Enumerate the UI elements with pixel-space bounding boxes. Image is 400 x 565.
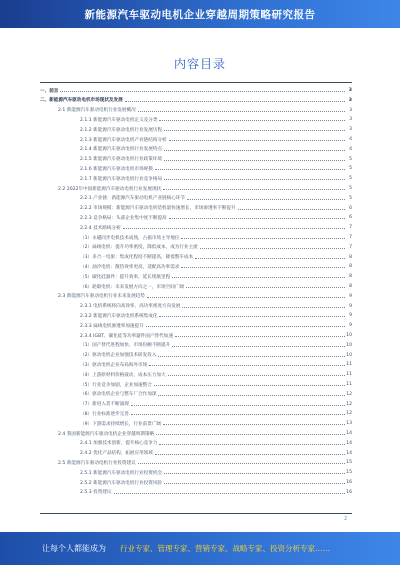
toc-entry[interactable]	[40, 213, 352, 222]
toc-entry-label: 2.4.2 优化产品结构，拓展应用领域	[80, 451, 153, 457]
toc-leader-dots	[158, 395, 345, 396]
toc-leader-dots	[169, 218, 345, 219]
toc-entry-label: 2.2.3 竞争格局：头部企业集中度不断提高	[80, 215, 167, 221]
toc-entry-page: 5	[349, 156, 352, 162]
toc-entry-label: 二、新能源汽车驱动电机市场现状及发展	[40, 98, 123, 104]
toc-entry-page: 3	[349, 127, 352, 133]
toc-entry[interactable]	[40, 262, 352, 271]
toc-entry-page: 3	[349, 117, 352, 123]
toc-entry-label: （1）永磁同步电机技术成熟，占据市场主导地位	[80, 235, 180, 241]
toc-entry-page: 3	[348, 97, 352, 103]
toc-leader-dots	[164, 150, 345, 151]
toc-leader-dots	[158, 356, 345, 357]
toc-entry[interactable]	[40, 125, 352, 134]
toc-entry-page: 14	[346, 440, 352, 446]
toc-entry-page: 11	[346, 362, 352, 368]
toc-entry-page: 11	[346, 372, 352, 378]
page-number: 2	[344, 516, 348, 522]
toc-entry[interactable]	[40, 292, 352, 301]
footer-tagline: 行业专家、管理专家、营销专家、战略专家、投资分析专家……	[120, 544, 330, 553]
toc-leader-dots	[131, 414, 345, 415]
toc-entry-label: （2）驱动电机企业加强技术研发投入	[80, 353, 157, 359]
toc-entry-page: 5	[349, 195, 352, 201]
footer-bar	[0, 532, 400, 565]
toc-entry-label: 2.1.1 新能源汽车驱动电机定义及分类	[80, 117, 158, 123]
toc-leader-dots	[182, 307, 345, 308]
toc-entry-label: 2.3.4 IGBT、碳化硅等功率器件国产替代加速	[80, 333, 173, 339]
toc-leader-dots	[131, 405, 345, 406]
toc-entry[interactable]	[40, 174, 352, 183]
toc-entry-page: 6	[349, 205, 352, 211]
toc-leader-dots	[163, 424, 345, 425]
toc-leader-dots	[186, 287, 345, 288]
toc-entry[interactable]	[40, 439, 352, 448]
toc-entry[interactable]	[40, 400, 352, 409]
toc-entry-page: 9	[349, 313, 352, 319]
toc-entry[interactable]	[40, 233, 352, 242]
toc-entry-label: 2.1.4 新能源汽车驱动电机行业发展特点	[80, 147, 163, 153]
toc-leader-dots	[187, 199, 345, 200]
toc-entry-label: （1）国产替代进程加快，市场份额不断提升	[80, 343, 171, 349]
toc-leader-dots	[138, 111, 345, 112]
toc-entry[interactable]	[40, 86, 352, 95]
toc-entry-page: 7	[349, 244, 352, 250]
toc-entry-page: 13	[346, 421, 352, 427]
toc-entry[interactable]	[40, 429, 352, 438]
toc-entry[interactable]	[40, 449, 352, 458]
toc-entry-page: 4	[349, 137, 352, 142]
toc-entry-label: 2.1.3 新能源汽车驱动电机产业链结构分析	[80, 137, 167, 143]
toc-entry-page: 12	[346, 391, 352, 397]
toc-leader-dots	[163, 189, 345, 190]
toc-leader-dots	[164, 160, 345, 161]
toc-leader-dots	[155, 454, 345, 455]
toc-leader-dots	[238, 209, 345, 210]
toc-leader-dots	[156, 434, 345, 435]
toc-leader-dots	[181, 267, 345, 268]
toc-leader-dots	[168, 375, 345, 376]
toc-entry[interactable]	[40, 96, 352, 105]
toc-leader-dots	[200, 248, 345, 249]
toc-entry-page: 5	[349, 176, 352, 182]
toc-entry-page: 5	[349, 186, 352, 191]
toc-leader-dots	[195, 258, 345, 259]
toc-entry-label: （3）多合一电驱：集成化程度不断提高，降低整车成本	[80, 255, 194, 261]
toc-entry[interactable]	[40, 194, 352, 203]
toc-entry[interactable]	[40, 243, 352, 252]
toc-entry-page: 15	[346, 470, 352, 476]
toc-leader-dots	[155, 169, 345, 170]
toc-entry-page: 8	[349, 254, 352, 260]
toc-entry-label: 2.2.1 产业链：新能源汽车驱动电机产业链核心环节	[80, 196, 186, 202]
toc-leader-dots	[159, 120, 345, 121]
toc-leader-dots	[147, 297, 345, 298]
toc-entry[interactable]	[40, 390, 352, 399]
footer-slogan: 让每个人都能成为	[42, 544, 106, 553]
toc-entry-label: 2.3 新能源汽车驱动电机行业未来发展趋势	[58, 294, 145, 300]
toc-leader-dots	[164, 130, 345, 131]
toc-entry-label: （4）油冷电机：散热效率更高，适配高功率需求	[80, 264, 180, 270]
toc-entry[interactable]	[40, 419, 352, 428]
toc-entry-label: （5）行业竞争加剧，企业加速整合	[80, 382, 152, 388]
toc-entry-page: 12	[346, 401, 352, 407]
toc-entry-page: 11	[346, 382, 352, 387]
toc-entry-page: 10	[346, 333, 352, 338]
toc-entry[interactable]	[40, 409, 352, 418]
toc-entry[interactable]	[40, 311, 352, 320]
toc-entry[interactable]	[40, 164, 352, 173]
toc-entry[interactable]	[40, 282, 352, 291]
toc-entry[interactable]	[40, 360, 352, 369]
toc-entry-label: （5）碳化硅器件：提升效率，延长续航里程	[80, 274, 171, 280]
toc-entry[interactable]	[40, 145, 352, 154]
toc-entry[interactable]	[40, 341, 352, 350]
toc-entry[interactable]	[40, 380, 352, 389]
toc-entry[interactable]	[40, 272, 352, 281]
toc-entry-page: 16	[346, 480, 352, 485]
toc-entry-page: 8	[349, 274, 352, 280]
toc-entry-page: 15	[346, 460, 352, 466]
toc-entry-page: 3	[349, 107, 352, 113]
report-title: 新能源汽车驱动电机企业穿越周期策略研究报告	[84, 8, 316, 21]
toc-entry-page: 6	[349, 215, 352, 221]
toc-entry-label: 2.5.1 新能源汽车驱动电机行业投资机会	[80, 470, 163, 476]
report-header-bar	[0, 0, 400, 28]
toc-entry[interactable]	[40, 488, 352, 497]
toc-entry[interactable]	[40, 468, 352, 477]
toc-entry-page: 8	[349, 284, 352, 289]
toc-entry-label: 2.3.3 扁线电机渗透率加速提升	[80, 323, 144, 329]
toc-entry-page: 10	[346, 342, 352, 348]
toc-entry-page: 10	[346, 352, 352, 358]
toc-entry-page: 9	[349, 303, 352, 309]
toc-leader-dots	[164, 179, 345, 180]
toc-entry-label: （6）驱动电机企业与整车厂合作加深	[80, 392, 157, 398]
toc-entry-page: 14	[346, 450, 352, 456]
toc-entry[interactable]	[40, 321, 352, 330]
toc-entry-page: 3	[348, 88, 352, 93]
toc-entry-page: 12	[346, 411, 352, 417]
toc-entry-page: 9	[349, 323, 352, 329]
toc-entry-page: 9	[349, 293, 352, 299]
toc-entry[interactable]	[40, 115, 352, 124]
toc-entry-label: 2.4 我国新能源汽车驱动电机企业穿越周期策略	[58, 431, 155, 437]
toc-entry-label: 2.1.2 新能源汽车驱动电机行业发展历程	[80, 127, 163, 133]
toc-leader-dots	[181, 238, 345, 239]
toc-leader-dots	[146, 326, 345, 327]
toc-entry[interactable]	[40, 478, 352, 487]
toc-entry[interactable]	[40, 351, 352, 360]
table-of-contents	[40, 82, 352, 514]
toc-entry-label: 2.5.2 新能源汽车驱动电机行业投资风险	[80, 480, 163, 486]
toc-entry-label: 2.2.4 技术路线分析	[80, 225, 121, 231]
toc-entry-page: 4	[349, 146, 352, 152]
toc-entry-label: 2.2.2 市场规模：新能源汽车驱动电机装机量快速增长，市场渗透率不断提升	[80, 206, 236, 212]
toc-entry-label: （8）行业标准逐步完善	[80, 411, 129, 417]
toc-entry[interactable]	[40, 458, 352, 467]
toc-entry[interactable]	[40, 370, 352, 379]
toc-entry-label: 2.1 新能源汽车驱动电机行业发展概况	[58, 108, 136, 114]
toc-entry-page: 16	[346, 489, 352, 495]
toc-title: 内容目录	[173, 57, 226, 71]
toc-entry[interactable]	[40, 106, 352, 115]
toc-entry-page: 7	[349, 225, 352, 231]
toc-entry-label: （7）新进入者不断涌现	[80, 402, 129, 408]
toc-leader-dots	[175, 336, 345, 337]
toc-entry-label: 2.5 新能源汽车驱动电机行业投资建议	[58, 460, 136, 466]
toc-entry-label: （2）扁线电机：提升功率密度，降低成本，成为行业主流	[80, 245, 198, 251]
toc-entry[interactable]	[40, 155, 352, 164]
toc-leader-dots	[164, 483, 345, 484]
toc-leader-dots	[60, 91, 345, 92]
toc-entry-page: 8	[349, 264, 352, 270]
toc-entry-label: 2.3.1 电机系统将向高效率、高功率密度方向发展	[80, 304, 181, 310]
toc-entry[interactable]	[40, 331, 352, 340]
toc-leader-dots	[138, 463, 345, 464]
toc-leader-dots	[123, 228, 345, 229]
toc-leader-dots	[125, 101, 345, 102]
toc-leader-dots	[159, 316, 345, 317]
toc-entry[interactable]	[40, 204, 352, 213]
toc-leader-dots	[159, 444, 345, 445]
toc-entry-label: （4）上游原材料价格波动，成本压力加大	[80, 372, 166, 378]
toc-leader-dots	[154, 385, 345, 386]
toc-entry[interactable]	[40, 253, 352, 262]
toc-leader-dots	[149, 365, 345, 366]
toc-entry-label: （3）驱动电机企业布局海外市场	[80, 362, 148, 368]
toc-entry-label: （9）下游需求持续增长，行业前景广阔	[80, 421, 162, 427]
toc-leader-dots	[169, 140, 345, 141]
toc-entry-label: 2.4.1 加强技术创新，提升核心竞争力	[80, 441, 158, 447]
toc-entry-label: 2.1.5 新能源汽车驱动电机行业政策环境	[80, 157, 163, 163]
toc-entry-page: 7	[349, 235, 352, 240]
toc-leader-dots	[164, 473, 345, 474]
toc-entry-label: 一、前言	[40, 88, 59, 94]
toc-entry[interactable]	[40, 184, 352, 193]
toc-leader-dots	[172, 346, 345, 347]
toc-leader-dots	[172, 277, 345, 278]
toc-entry-label: 2.3.2 新能源汽车驱动电机系统集成化	[80, 313, 158, 319]
toc-entry-label: 2.5.3 投资建议	[80, 490, 112, 496]
toc-entry[interactable]	[40, 135, 352, 144]
toc-entry-page: 5	[349, 166, 352, 172]
toc-entry-page: 14	[346, 431, 352, 436]
toc-entry[interactable]	[40, 223, 352, 232]
toc-entry-label: 2.1.6 新能源汽车驱动电机市场规模	[80, 166, 153, 172]
toc-entry-label: 2.2 2022年中国新能源汽车驱动电机行业发展现状	[58, 186, 162, 192]
toc-entry-label: 2.1.7 新能源汽车驱动电机行业竞争格局	[80, 176, 163, 182]
toc-entry[interactable]	[40, 302, 352, 311]
toc-entry-label: （6）轮毂电机：未来发展方向之一，市场空间广阔	[80, 284, 184, 290]
toc-leader-dots	[114, 493, 345, 494]
